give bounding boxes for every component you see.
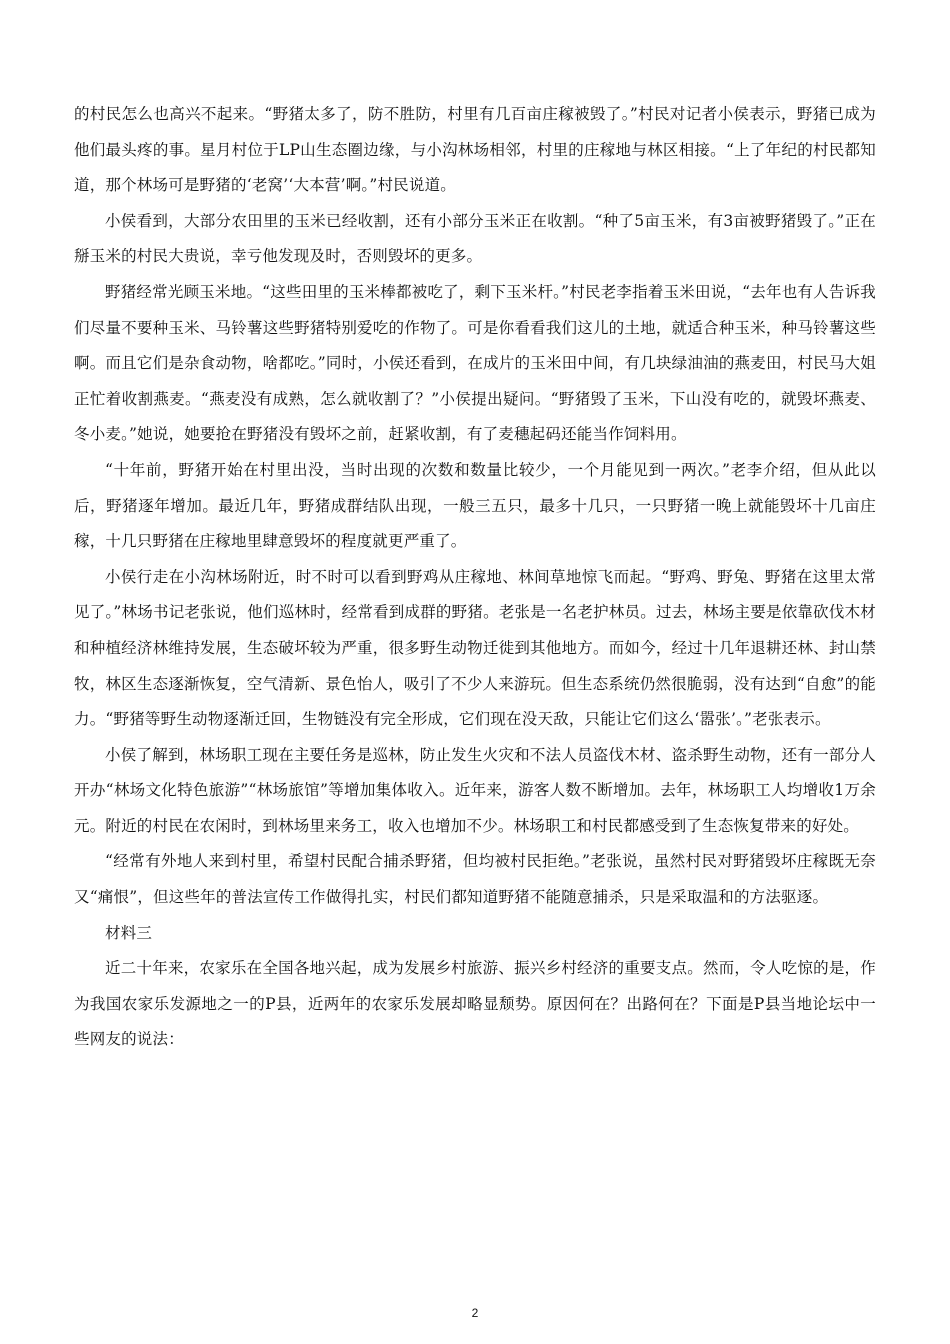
paragraph-2: 小侯看到，大部分农田里的玉米已经收割，还有小部分玉米正在收割。“种了5亩玉米，有3亩被野猪毁了。”正在掰玉米的村民大贵说，幸亏他发现及时，否则毁坏的更多。 — [74, 211, 876, 266]
section-heading-material-3: 材料三 — [105, 923, 153, 942]
page-number: 2 — [471, 1306, 479, 1320]
paragraph-3: 野猪经常光顾玉米地。“这些田里的玉米棒都被吃了，剩下玉米杆。”村民老李指着玉米田说，“去年也有人告诉我们尽量不要种玉米、马铃薯这些野猪特别爱吃的作物了。可是你看看我们这儿的土地，就适合种玉米，种马铃薯这些啊。而且它们是杂食动物，啥都吃。”同时，小侯还看到，在成片的玉米田中间，有几块绿油油的燕麦田，村民马大姐正忙着收割燕麦。“燕麦没有成熟，怎么就收割了？”小侯提出疑问。“野猪毁了玉米，下山没有吃的，就毁坏燕麦、冬小麦。”她说，她要抢在野猪没有毁坏之前，赶紧收割，有了麦穗起码还能当作饲料用。 — [74, 282, 876, 444]
paragraph-6: 小侯了解到，林场职工现在主要任务是巡林，防止发生火灾和不法人员盗伐木材、盗杀野生动物，还有一部分人开办“林场文化特色旅游”“林场旅馆”等增加集体收入。近年来，游客人数不断增加。去年，林场职工人均增收1万余元。附近的村民在农闲时，到林场里来务工，收入也增加不少。林场职工和村民都感受到了生态恢复带来的好处。 — [74, 745, 876, 835]
paragraph-8: 近二十年来，农家乐在全国各地兴起，成为发展乡村旅游、振兴乡村经济的重要支点。然而，令人吃惊的是，作为我国农家乐发源地之一的P县，近两年的农家乐发展却略显颓势。原因何在？出路何在？下面是P县当地论坛中一些网友的说法： — [74, 959, 876, 1049]
paragraph-1: 的村民怎么也高兴不起来。“野猪太多了，防不胜防，村里有几百亩庄稼被毁了。”村民对记者小侯表示，野猪已成为他们最头疼的事。星月村位于LP山生态圈边缘，与小沟林场相邻，村里的庄稼地与林区相接。“上了年纪的村民都知道，那个林场可是野猪的‘老窝’‘大本营’啊。”村民说道。 — [74, 105, 876, 195]
paragraph-5: 小侯行走在小沟林场附近，时不时可以看到野鸡从庄稼地、林间草地惊飞而起。“野鸡、野兔、野猪在这里太常见了。”林场书记老张说，他们巡林时，经常看到成群的野猪。老张是一名老护林员。过去，林场主要是依靠砍伐木材和种植经济林维持发展，生态破坏较为严重，很多野生动物迁徙到其他地方。而如今，经过十几年退耕还林、封山禁牧，林区生态逐渐恢复，空气清新、景色怡人，吸引了不少人来游玩。但生态系统仍然很脆弱，没有达到“自愈”的能力。“野猪等野生动物逐渐迁回，生物链没有完全形成，它们现在没天敌，只能让它们这么‘嚣张’。”老张表示。 — [74, 567, 876, 729]
paragraph-4: “十年前，野猪开始在村里出没，当时出现的次数和数量比较少，一个月能见到一两次。”老李介绍，但从此以后，野猪逐年增加。最近几年，野猪成群结队出现，一般三五只，最多十几只，一只野猪一晚上就能毁坏十几亩庄稼，十几只野猪在庄稼地里肆意毁坏的程度就更严重了。 — [74, 460, 876, 551]
paragraph-7: “经常有外地人来到村里，希望村民配合捕杀野猪，但均被村民拒绝。”老张说，虽然村民对野猪毁坏庄稼既无奈又“痛恨”，但这些年的普法宣传工作做得扎实，村民们都知道野猪不能随意捕杀，只是采取温和的方法驱逐。 — [74, 852, 876, 907]
document-body — [74, 97, 876, 1058]
